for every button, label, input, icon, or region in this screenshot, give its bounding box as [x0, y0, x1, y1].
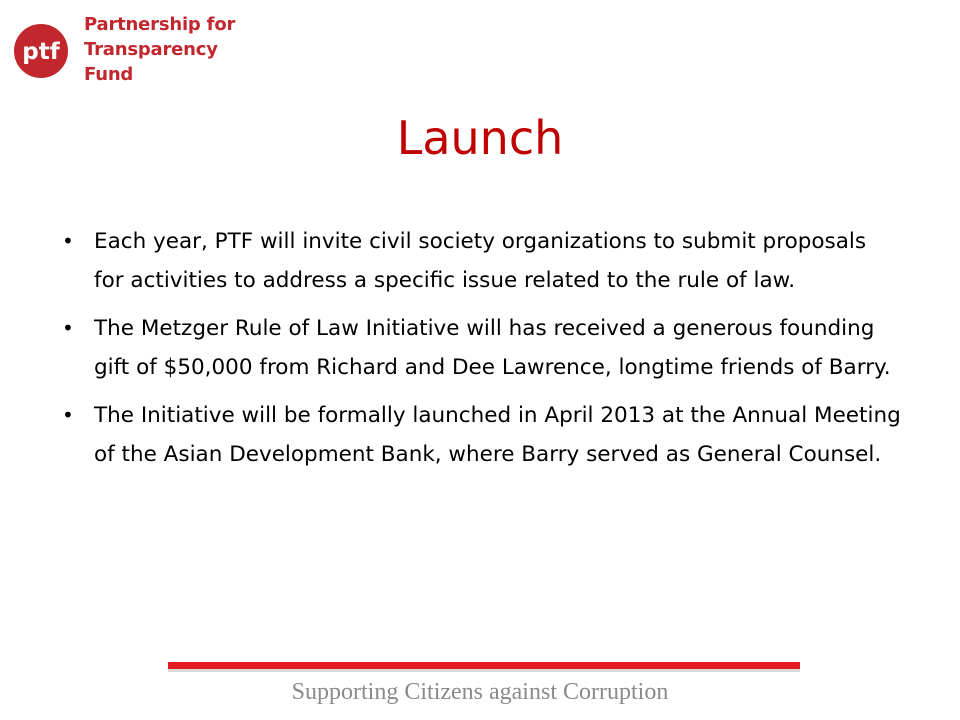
bullet-list — [62, 222, 902, 483]
bullet-text: The Metzger Rule of Law Initiative will has received a generous founding gift of $50,000 from Richard and Dee Lawrence, longtime friends of Barry. — [94, 316, 891, 380]
bullet-text: The Initiative will be formally launched in April 2013 at the Annual Meeting of the Asian Development Bank, where Barry served as General Counsel. — [94, 403, 901, 467]
bullet-item — [62, 309, 902, 387]
footer-divider — [168, 662, 800, 669]
logo-wordmark — [84, 12, 235, 87]
bullet-marker: • — [62, 316, 74, 340]
footer-tagline: Supporting Citizens against Corruption — [291, 679, 669, 705]
bullet-item — [62, 396, 902, 474]
ptf-logo-mark-icon — [12, 22, 78, 80]
bullet-marker: • — [62, 403, 74, 427]
logo-line-3: Fund — [84, 64, 134, 85]
footer-divider-shadow — [168, 669, 800, 672]
slide-title: Launch — [396, 111, 564, 165]
bullet-item — [62, 222, 902, 300]
ptf-logo — [8, 8, 308, 98]
logo-mark-text: ptf — [22, 39, 60, 65]
bullet-marker: • — [62, 229, 74, 253]
logo-line-1: Partnership for — [84, 14, 236, 35]
logo-line-2: Transparency — [84, 39, 218, 60]
bullet-text: Each year, PTF will invite civil society organizations to submit proposals for activities to address a specific issue related to the rule of law. — [94, 229, 867, 293]
